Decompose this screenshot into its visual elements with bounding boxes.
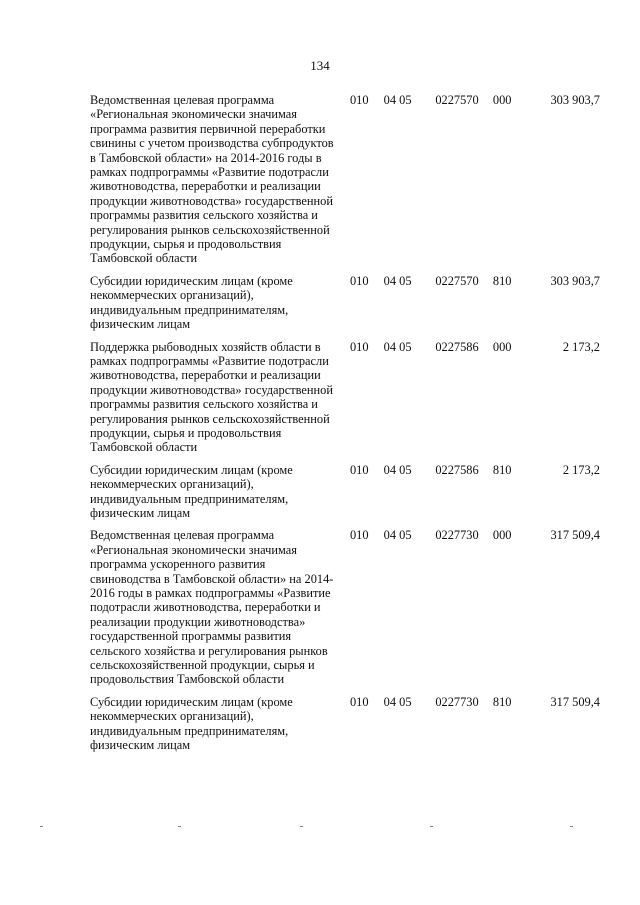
row-expense-code: 000	[492, 339, 512, 354]
row-target-code: 0227586	[435, 339, 479, 354]
budget-table	[90, 93, 600, 760]
row-description: Субсидии юридическим лицам (кроме некоммерческих организаций), индивидуальным предпринимателям, физическим лицам	[90, 462, 293, 520]
row-expense-code: 000	[492, 528, 512, 543]
scan-speck	[40, 826, 43, 827]
row-target-code: 0227570	[435, 273, 479, 288]
row-amount: 317 509,4	[550, 528, 600, 543]
row-ved-code: 010	[349, 273, 369, 288]
row-ved-code: 010	[349, 528, 369, 543]
row-amount: 303 903,7	[550, 93, 600, 107]
row-section-code: 04 05	[383, 93, 412, 107]
row-amount: 303 903,7	[550, 273, 600, 288]
table-row	[90, 695, 600, 753]
row-section-code: 04 05	[383, 339, 412, 354]
row-section-code: 04 05	[383, 462, 412, 477]
row-expense-code: 810	[492, 273, 512, 288]
row-target-code: 0227570	[435, 93, 479, 107]
row-expense-code: 000	[492, 93, 512, 107]
scan-speck	[430, 826, 433, 827]
table-row	[90, 274, 600, 332]
row-ved-code: 010	[349, 694, 369, 709]
scan-marks	[0, 826, 640, 832]
table-row	[90, 93, 600, 266]
row-target-code: 0227730	[435, 528, 479, 543]
row-description: Ведомственная целевая программа «Региональная экономически значимая программа ускоренного развития свиноводства в Тамбовской области» на 2014-2016 годы в рамках подпрограммы «Развитие подотрасли животноводства, переработки и реализации продукции животноводства» государственной программы развития сельского хозяйства и регулирования рынков сельскохозяйственной продукции, сырья и продовольствия Тамбовской области	[90, 528, 334, 687]
row-section-code: 04 05	[383, 273, 412, 288]
table-row	[90, 340, 600, 455]
row-section-code: 04 05	[383, 694, 412, 709]
table-row	[90, 463, 600, 521]
row-expense-code: 810	[492, 462, 512, 477]
row-description: Поддержка рыбоводных хозяйств области в рамках подпрограммы «Развитие подотрасли животноводства, переработки и реализации продукции животноводства» государственной программы развития сельского хозяйства и регулирования рынков сельскохозяйственной продукции, сырья и продовольствия Тамбовской области	[90, 339, 334, 455]
row-description: Ведомственная целевая программа «Региональная экономически значимая программа развития первичной переработки свинины с учетом производства субпродуктов в Тамбовской области» на 2014-2016 годы в рамках подпрограммы «Развитие подотрасли животноводства, переработки и реализации продукции животноводства» государственной программы развития сельского хозяйства и регулирования рынков сельскохозяйственной продукции, сырья и продовольствия Тамбовской области	[90, 93, 334, 266]
row-ved-code: 010	[349, 462, 369, 477]
scan-speck	[300, 826, 303, 827]
row-amount: 2 173,2	[562, 462, 600, 477]
row-amount: 2 173,2	[562, 339, 600, 354]
row-target-code: 0227586	[435, 462, 479, 477]
table-row	[90, 528, 600, 686]
page-number: 134	[310, 58, 330, 73]
row-amount: 317 509,4	[550, 694, 600, 709]
row-description: Субсидии юридическим лицам (кроме некоммерческих организаций), индивидуальным предпринимателям, физическим лицам	[90, 273, 293, 332]
scan-speck	[570, 826, 573, 827]
row-target-code: 0227730	[435, 694, 479, 709]
scan-speck	[178, 826, 181, 827]
row-expense-code: 810	[492, 694, 512, 709]
row-ved-code: 010	[349, 339, 369, 354]
row-section-code: 04 05	[383, 528, 412, 543]
row-description: Субсидии юридическим лицам (кроме некоммерческих организаций), индивидуальным предпринимателям, физическим лицам	[90, 694, 293, 753]
row-ved-code: 010	[349, 93, 369, 107]
